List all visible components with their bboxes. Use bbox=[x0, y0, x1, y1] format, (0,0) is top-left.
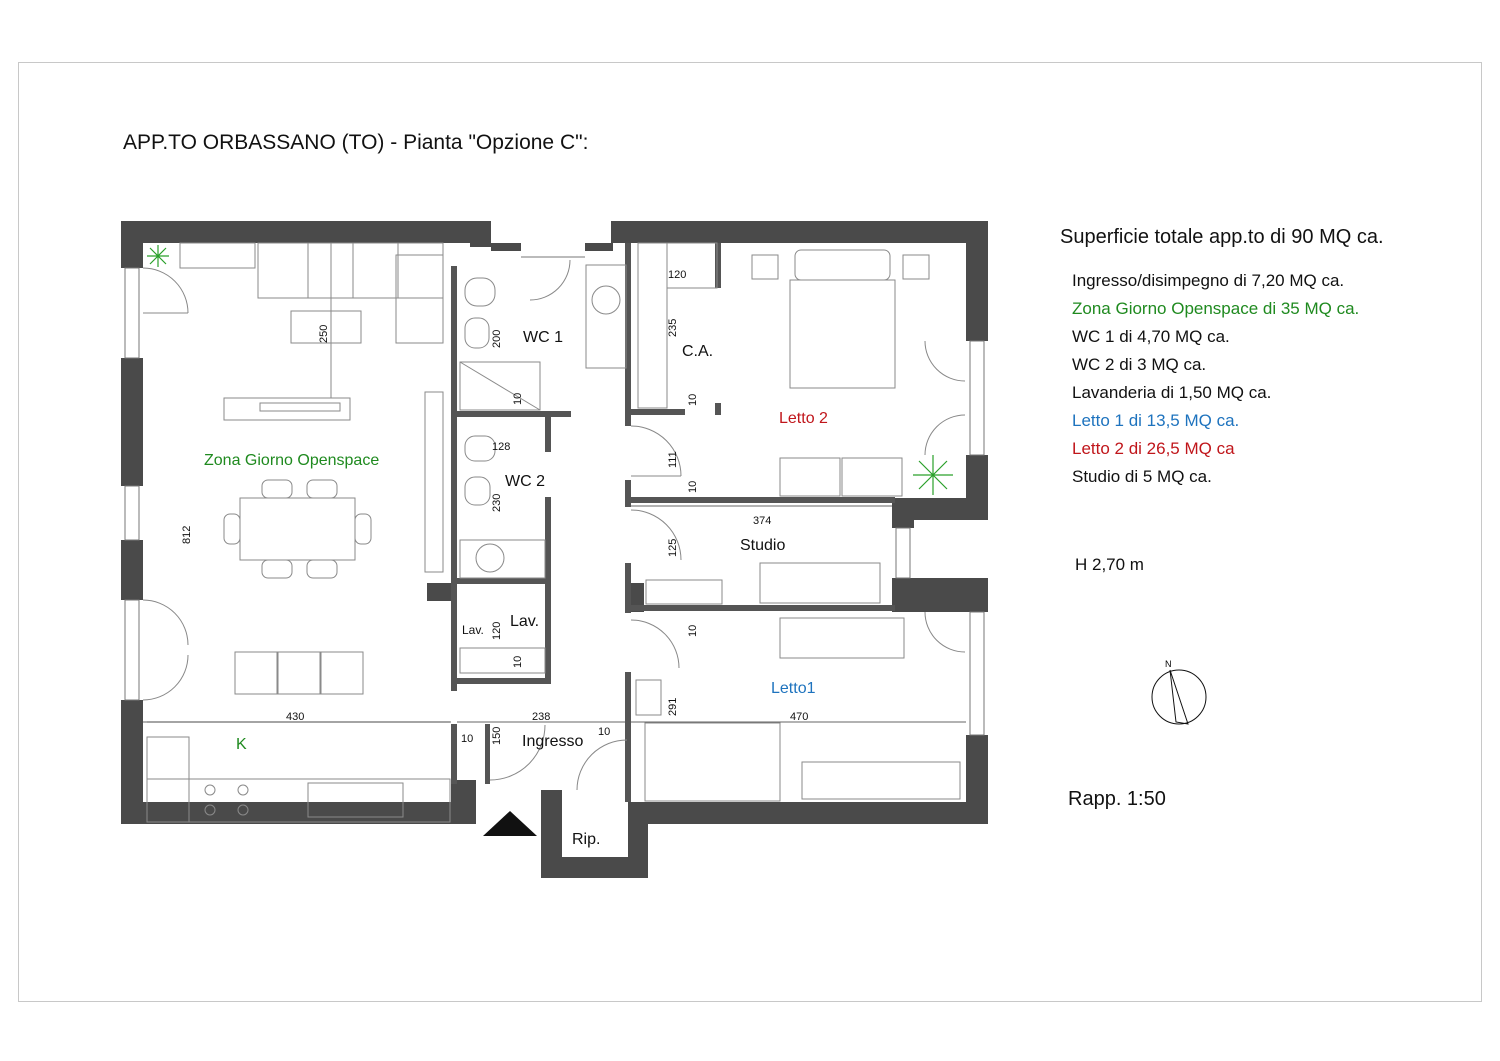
window-left-1 bbox=[125, 268, 139, 358]
dimension-labels bbox=[181, 269, 808, 745]
dining-table bbox=[240, 498, 355, 560]
dim-374: 374 bbox=[753, 515, 772, 527]
dim-10-ing-r: 10 bbox=[598, 726, 611, 738]
wardrobe-letto1 bbox=[802, 762, 960, 799]
window-right-3 bbox=[970, 612, 984, 735]
legend-item-lavanderia: Lavanderia di 1,50 MQ ca. bbox=[1072, 383, 1272, 402]
dim-470: 470 bbox=[790, 711, 809, 723]
area-legend bbox=[1060, 226, 1480, 491]
legend-item-letto1: Letto 1 di 13,5 MQ ca. bbox=[1072, 411, 1240, 430]
scale-label: Rapp. 1:50 bbox=[1068, 788, 1166, 810]
dim-10-b: 10 bbox=[687, 480, 699, 493]
dim-10-lav: 10 bbox=[512, 655, 524, 668]
dim-10-c: 10 bbox=[687, 624, 699, 637]
entrance-arrow-icon bbox=[483, 811, 537, 836]
wall-right-1 bbox=[966, 221, 988, 341]
window-right-1 bbox=[970, 341, 984, 455]
room-wc1: WC 1 bbox=[523, 329, 563, 346]
room-k: K bbox=[236, 736, 247, 753]
page-title: APP.TO ORBASSANO (TO) - Pianta "Opzione C": bbox=[123, 131, 589, 154]
wall-right-2 bbox=[966, 455, 988, 498]
dim-238: 238 bbox=[532, 711, 551, 723]
dim-120-ca: 120 bbox=[668, 269, 687, 281]
dim-10-wc1: 10 bbox=[512, 392, 524, 405]
wall-bottom-left bbox=[121, 802, 451, 824]
dim-430: 430 bbox=[286, 711, 305, 723]
bed-double bbox=[790, 280, 895, 388]
legend-total: Superficie totale app.to di 90 MQ ca. bbox=[1060, 226, 1384, 248]
room-letto2: Letto 2 bbox=[779, 410, 828, 427]
compass-icon bbox=[1152, 670, 1206, 724]
wall-left-2 bbox=[121, 358, 143, 486]
dimension-lines bbox=[143, 506, 966, 722]
bed-single bbox=[645, 723, 780, 801]
room-lav-small: Lav. bbox=[462, 623, 484, 637]
room-rip: Rip. bbox=[572, 831, 601, 848]
room-letto1: Letto1 bbox=[771, 680, 816, 697]
dim-120-lav: 120 bbox=[491, 621, 503, 640]
wall-left-3 bbox=[121, 540, 143, 600]
dim-128: 128 bbox=[492, 441, 511, 453]
wardrobe bbox=[638, 243, 667, 408]
wall-top-right bbox=[611, 221, 988, 243]
wall-left-1 bbox=[121, 221, 143, 268]
dim-10-ing-l: 10 bbox=[461, 733, 474, 745]
wall-top-left bbox=[121, 221, 491, 243]
window-left-3 bbox=[125, 600, 139, 700]
dim-200: 200 bbox=[491, 329, 503, 348]
dim-250: 250 bbox=[318, 324, 330, 343]
room-labels bbox=[204, 329, 828, 848]
legend-item-zona-giorno: Zona Giorno Openspace di 35 MQ ca. bbox=[1072, 299, 1360, 318]
window-left-2 bbox=[125, 486, 139, 540]
legend-item-letto2: Letto 2 di 26,5 MQ ca bbox=[1072, 439, 1235, 458]
room-lav: Lav. bbox=[510, 613, 540, 630]
compass-label: N bbox=[1165, 659, 1172, 669]
ceiling-height: H 2,70 m bbox=[1075, 555, 1144, 574]
room-studio: Studio bbox=[740, 537, 786, 554]
dim-230: 230 bbox=[491, 493, 503, 512]
room-wc2: WC 2 bbox=[505, 473, 545, 490]
tv-unit bbox=[224, 398, 350, 420]
dim-291: 291 bbox=[667, 697, 679, 716]
room-ca: C.A. bbox=[682, 343, 714, 360]
dim-125: 125 bbox=[667, 538, 679, 557]
dim-235: 235 bbox=[667, 318, 679, 337]
window-right-2 bbox=[896, 528, 910, 578]
dim-10-ca: 10 bbox=[687, 393, 699, 406]
room-zona-giorno: Zona Giorno Openspace bbox=[204, 452, 380, 469]
room-ingresso: Ingresso bbox=[522, 733, 584, 750]
legend-item-ingresso: Ingresso/disimpegno di 7,20 MQ ca. bbox=[1072, 271, 1345, 290]
legend-item-studio: Studio di 5 MQ ca. bbox=[1072, 467, 1212, 486]
desk bbox=[760, 563, 880, 603]
dim-812: 812 bbox=[181, 525, 193, 544]
legend-item-wc2: WC 2 di 3 MQ ca. bbox=[1072, 355, 1207, 374]
wall-right-3 bbox=[892, 578, 988, 612]
wall-bottom-right bbox=[630, 802, 988, 824]
legend-item-wc1: WC 1 di 4,70 MQ ca. bbox=[1072, 327, 1230, 346]
dim-111: 111 bbox=[667, 451, 679, 468]
wall-rip-right bbox=[628, 802, 648, 878]
sofa bbox=[258, 243, 443, 298]
dim-150: 150 bbox=[491, 726, 503, 745]
